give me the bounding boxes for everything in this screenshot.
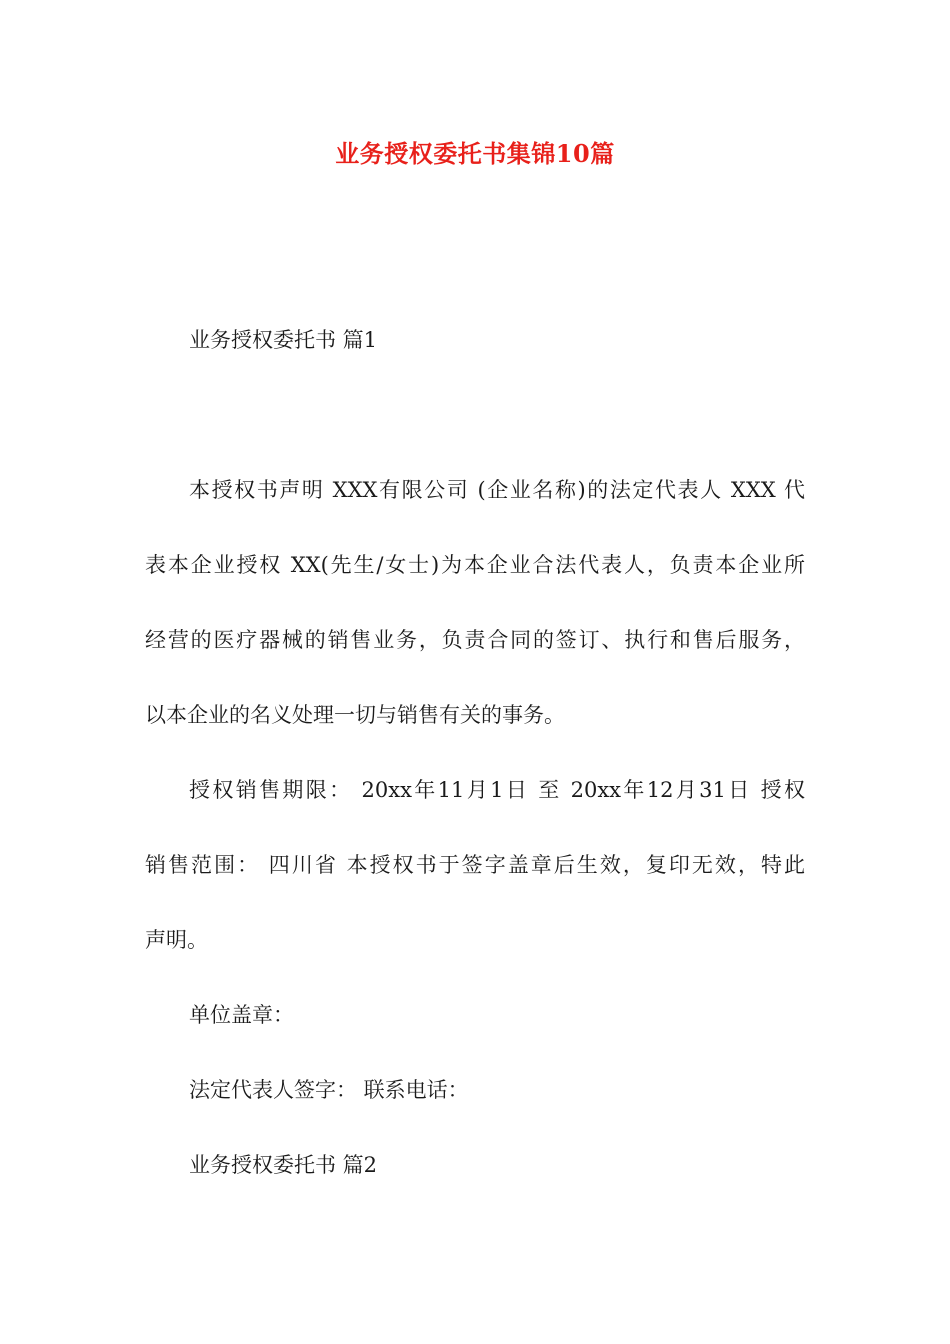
signature-line: 法定代表人签字： 联系电话： [189, 1078, 469, 1102]
paragraph-2-line-3: 声明。 [145, 928, 208, 952]
paragraph-1-line-1: 本授权书声明 XXX有限公司 (企业名称)的法定代表人 XXX 代 [189, 478, 805, 502]
paragraph-1-line-2: 表本企业授权 XX(先生/女士)为本企业合法代表人，负责本企业所 [145, 553, 805, 577]
paragraph-2-line-2: 销售范围： 四川省 本授权书于签字盖章后生效，复印无效，特此 [145, 853, 805, 877]
section-heading-2: 业务授权委托书 篇2 [189, 1153, 378, 1177]
paragraph-2-line-1: 授权销售期限： 20xx年11月1日 至 20xx年12月31日 授权 [189, 778, 805, 802]
document-title: 业务授权委托书集锦10篇 [335, 139, 615, 168]
seal-label: 单位盖章： [189, 1003, 294, 1027]
paragraph-1-line-3: 经营的医疗器械的销售业务，负责合同的签订、执行和售后服务， [145, 628, 805, 652]
section-heading-1: 业务授权委托书 篇1 [189, 328, 378, 352]
paragraph-1-line-4: 以本企业的名义处理一切与销售有关的事务。 [145, 703, 565, 727]
